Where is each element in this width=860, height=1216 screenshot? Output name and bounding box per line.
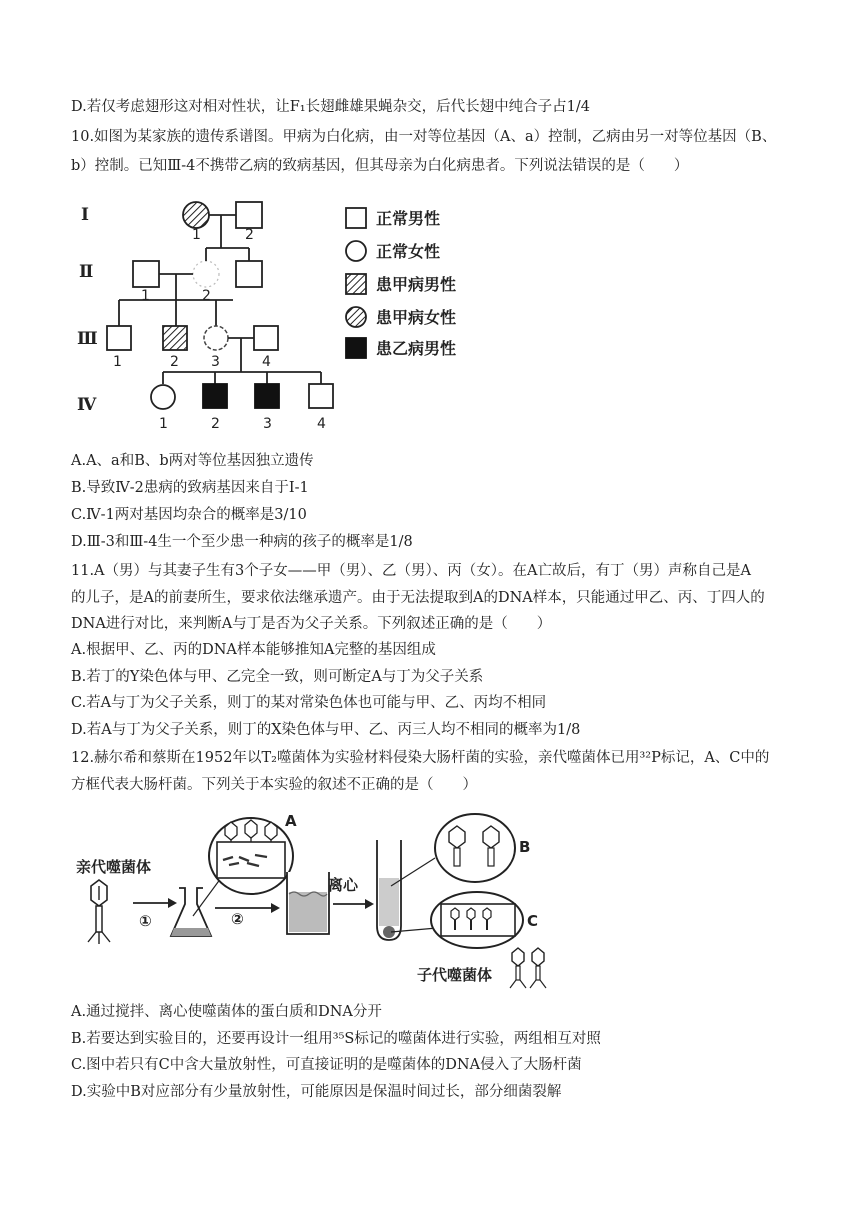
num-III3: 3 <box>211 354 220 370</box>
q10-option-b: B.导致Ⅳ-2患病的致病基因来自于Ⅰ-1 <box>71 480 309 496</box>
parent-phage-icon <box>88 880 110 944</box>
parent-phage-label: 亲代噬菌体 <box>76 858 152 876</box>
q11-stem-3: DNA进行对比，来判断A与丁是否为父子关系。下列叙述正确的是（ ） <box>71 616 552 632</box>
num-IV2: 2 <box>211 416 220 432</box>
person-III2-affected-male <box>163 326 187 350</box>
person-IV4-male <box>309 384 333 408</box>
gen-label-II: Ⅱ <box>79 262 94 282</box>
legend-normal-female-symbol <box>346 241 366 261</box>
person-I2-male <box>236 202 262 228</box>
q9-option-d: D.若仅考虑翅形这对相对性状，让F₁长翅雌雄果蝇杂交，后代长翅中纯合子占1/4 <box>71 99 590 115</box>
person-IV2-affected-male-b <box>203 384 227 408</box>
step-1-label: ① <box>139 912 152 930</box>
supernatant-b <box>435 814 515 882</box>
q12-stem-2: 方框代表大肠杆菌。下列关于本实验的叙述不正确的是（ ） <box>71 777 477 793</box>
num-III2: 2 <box>170 354 179 370</box>
q11-option-b: B.若丁的Y染色体与甲、乙完全一致，则可断定A与丁为父子关系 <box>71 669 484 685</box>
q11-option-a: A.根据甲、乙、丙的DNA样本能够推知A完整的基因组成 <box>71 642 436 658</box>
q10-stem-1: 10.如图为某家族的遗传系谱图。甲病为白化病，由一对等位基因（A、a）控制，乙病由另一对等位基因（B、 <box>71 129 777 145</box>
q11-stem-1: 11.A（男）与其妻子生有3个子女——甲（男）、乙（男）、丙（女）。在A亡故后，有丁（男）声称自己是A <box>71 563 751 579</box>
legend-a-female: 患甲病女性 <box>376 308 457 327</box>
gen-label-IV: Ⅳ <box>77 395 97 415</box>
legend-b-male: 患乙病男性 <box>376 339 457 358</box>
offspring-phage-label: 子代噬菌体 <box>417 966 493 984</box>
person-III3-female <box>204 326 228 350</box>
q10-option-c: C.Ⅳ-1两对基因均杂合的概率是3/10 <box>71 507 307 523</box>
q12-option-c: C.图中若只有C中含大量放射性，可直接证明的是噬菌体的DNA侵入了大肠杆菌 <box>71 1057 582 1073</box>
person-I1-affected-female <box>183 202 209 228</box>
q10-option-a: A.A、a和B、b两对等位基因独立遗传 <box>71 453 314 469</box>
sediment-c <box>431 892 523 948</box>
beaker-icon <box>287 872 329 934</box>
infection-box-a <box>209 818 293 894</box>
legend-a-female-symbol <box>346 307 366 327</box>
person-II2-female <box>193 261 219 287</box>
offspring-phage-icon <box>510 948 546 988</box>
gen-label-III: Ⅲ <box>77 329 98 349</box>
legend-a-male: 患甲病男性 <box>376 275 457 294</box>
q11-option-c: C.若A与丁为父子关系，则丁的某对常染色体也可能与甲、乙、丙均不相同 <box>71 695 547 711</box>
q12-option-b: B.若要达到实验目的，还要再设计一组用³⁵S标记的噬菌体进行实验，两组相互对照 <box>71 1031 601 1047</box>
person-IV1-female <box>151 385 175 409</box>
person-IV3-affected-male-b <box>255 384 279 408</box>
num-IV3: 3 <box>263 416 272 432</box>
phage-experiment-diagram <box>71 808 551 998</box>
num-III4: 4 <box>262 354 271 370</box>
num-II1: 1 <box>141 288 150 304</box>
num-II2: 2 <box>202 288 211 304</box>
pedigree-chart <box>71 186 491 438</box>
q12-stem-1: 12.赫尔希和蔡斯在1952年以T₂噬菌体为实验材料侵染大肠杆菌的实验，亲代噬菌体已用³²P标记，A、C中的 <box>71 750 770 766</box>
label-c: C <box>527 912 539 930</box>
legend-normal-male-symbol <box>346 208 366 228</box>
num-III1: 1 <box>113 354 122 370</box>
num-I2: 2 <box>245 227 254 243</box>
num-IV1: 1 <box>159 416 168 432</box>
q11-option-d: D.若A与丁为父子关系，则丁的X染色体与甲、乙、丙三人均不相同的概率为1/8 <box>71 722 581 738</box>
q12-option-a: A.通过搅拌、离心使噬菌体的蛋白质和DNA分开 <box>71 1004 382 1020</box>
test-tube-icon <box>377 840 401 940</box>
person-III1-male <box>107 326 131 350</box>
label-a: A <box>285 812 297 830</box>
gen-label-I: Ⅰ <box>81 205 89 225</box>
legend-a-male-symbol <box>346 274 366 294</box>
q10-option-d: D.Ⅲ-3和Ⅲ-4生一个至少患一种病的孩子的概率是1/8 <box>71 534 413 550</box>
person-II3-male <box>236 261 262 287</box>
step-2-label: ② <box>231 910 244 928</box>
q11-stem-2: 的儿子，是A的前妻所生，要求依法继承遗产。由于无法提取到A的DNA样本，只能通过甲乙、丙、丁四人的 <box>71 590 765 606</box>
person-III4-male <box>254 326 278 350</box>
legend-normal-male: 正常男性 <box>376 209 441 228</box>
num-IV4: 4 <box>317 416 326 432</box>
legend-normal-female: 正常女性 <box>376 242 441 261</box>
person-II1-male <box>133 261 159 287</box>
label-b: B <box>519 838 531 856</box>
centrifuge-label: 离心 <box>328 876 359 894</box>
num-I1: 1 <box>192 227 201 243</box>
culture-flask-icon <box>171 888 211 936</box>
q10-stem-2: b）控制。已知Ⅲ-4不携带乙病的致病基因，但其母亲为白化病患者。下列说法错误的是（ ） <box>71 158 689 174</box>
legend-b-male-symbol <box>346 338 366 358</box>
q12-option-d: D.实验中B对应部分有少量放射性，可能原因是保温时间过长，部分细菌裂解 <box>71 1084 562 1100</box>
